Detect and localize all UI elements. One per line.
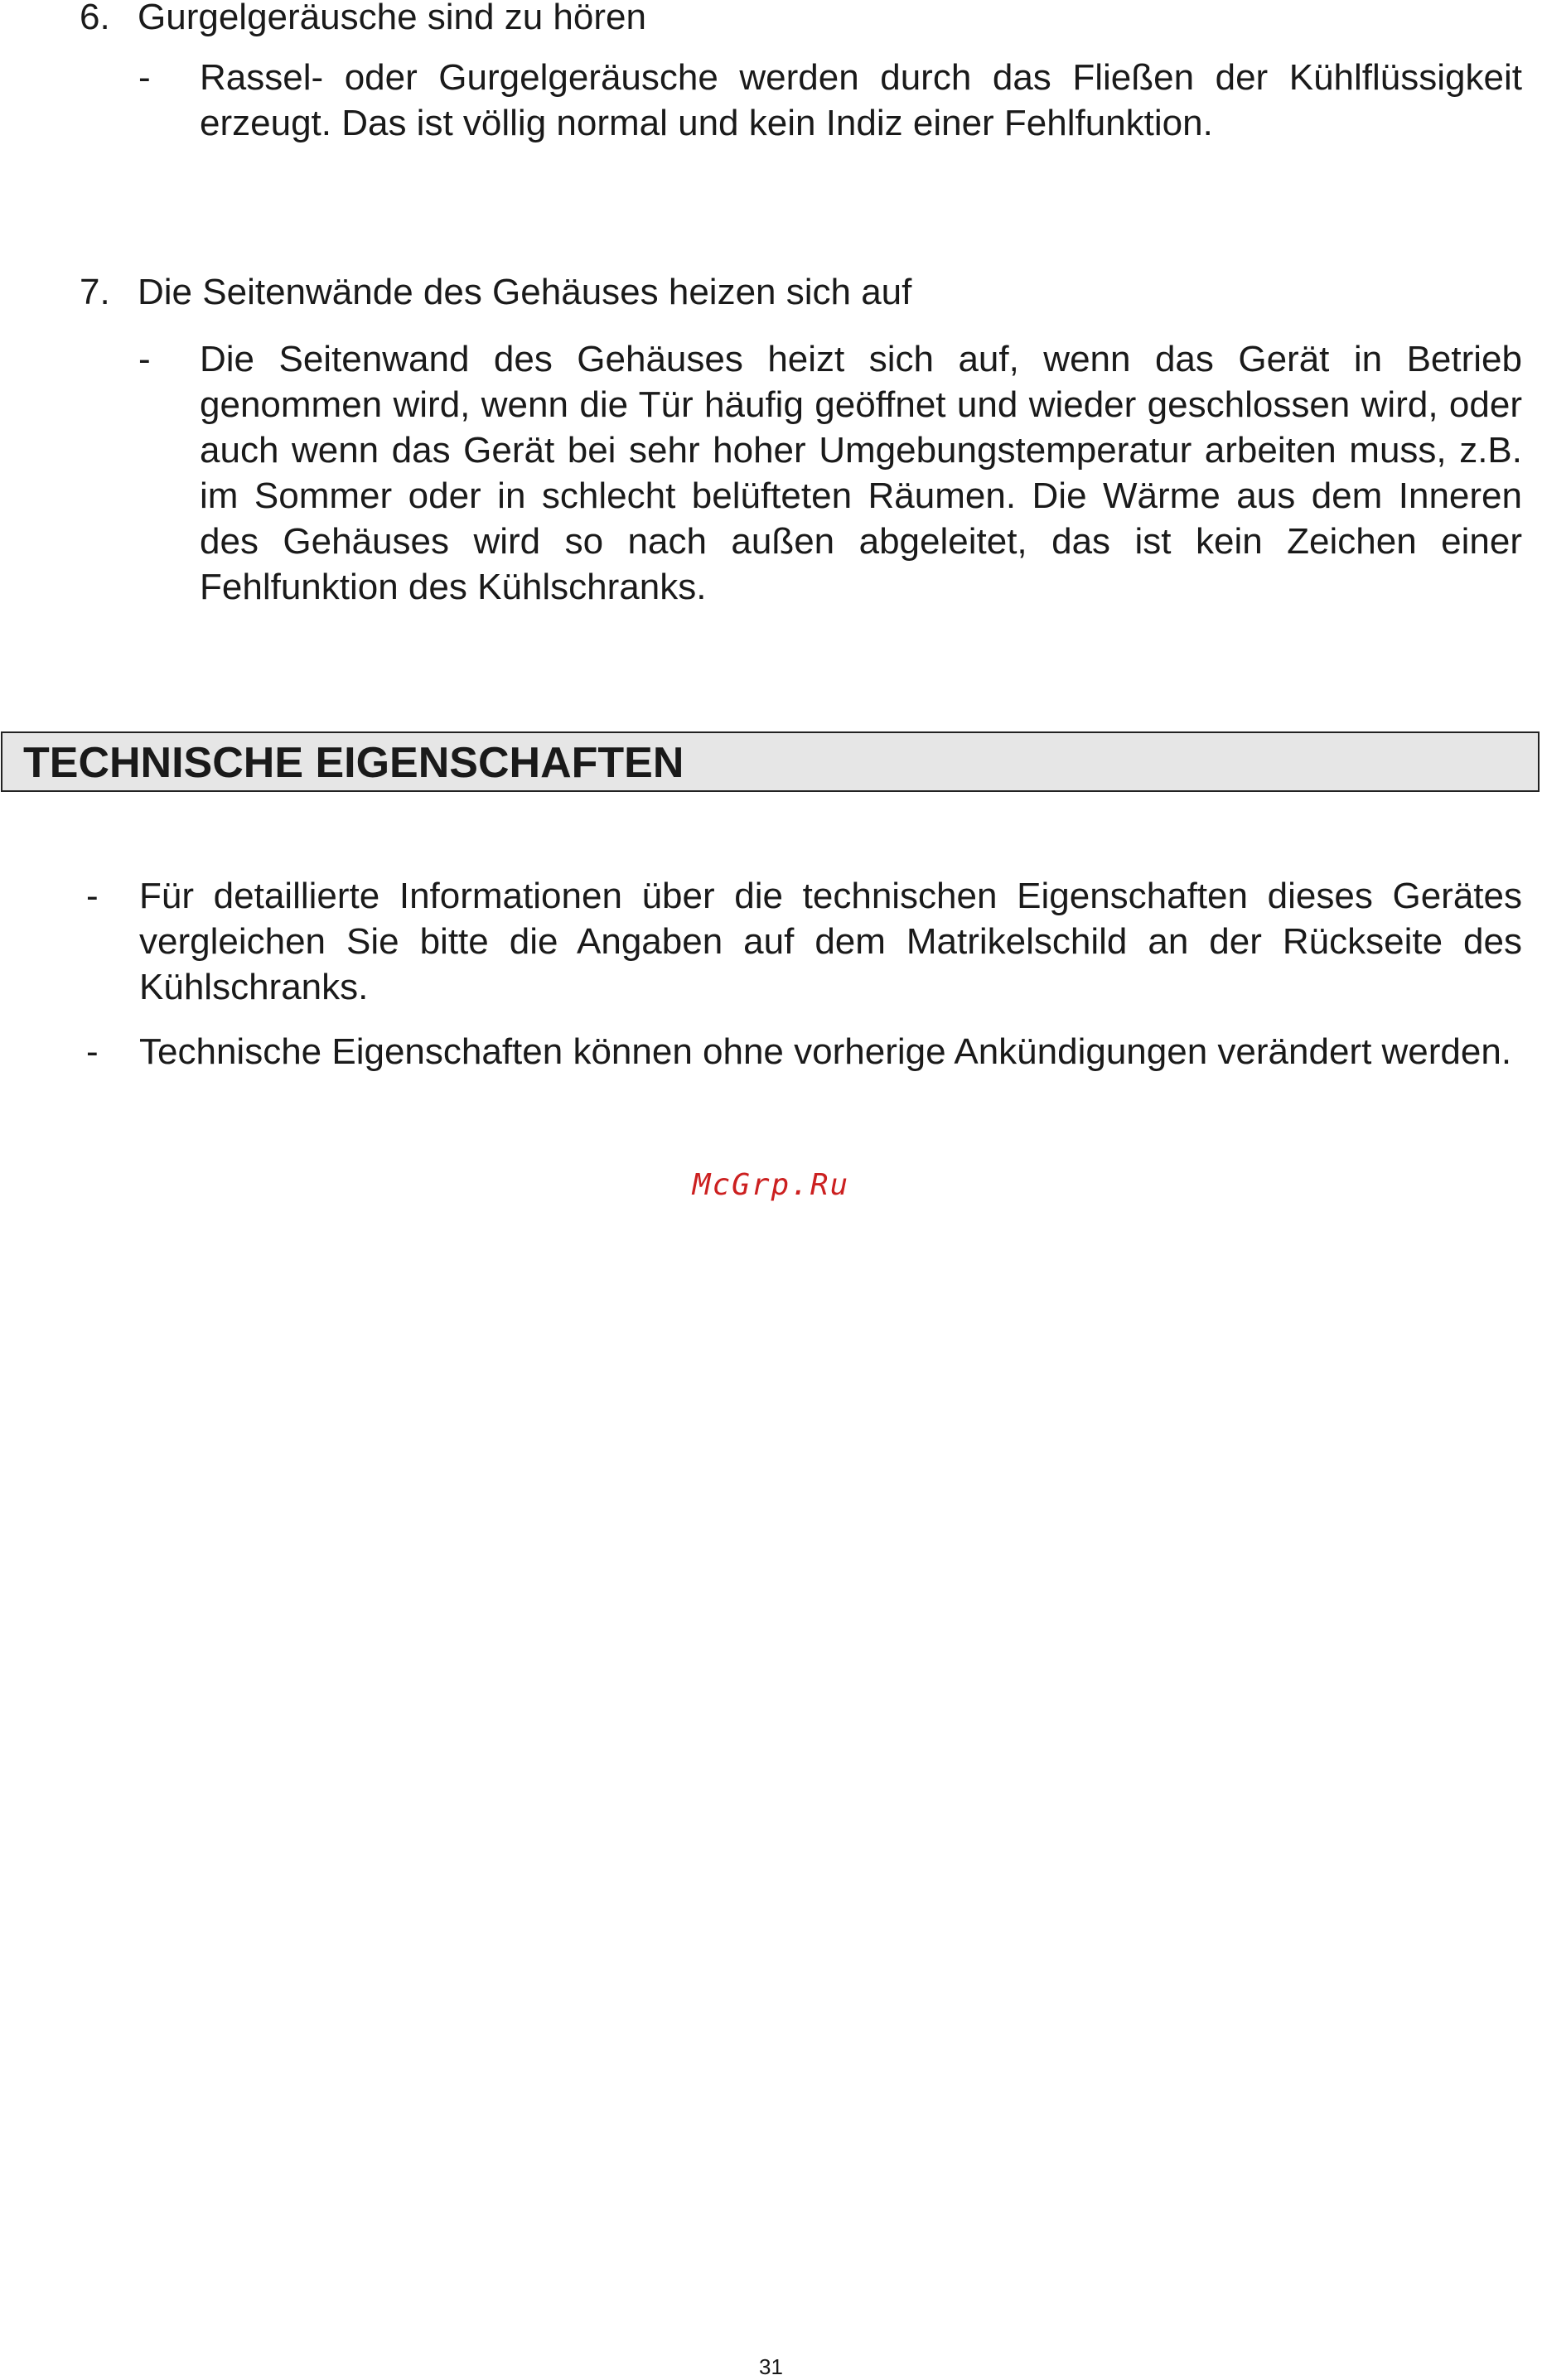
section-heading: TECHNISCHE EIGENSCHAFTEN [23, 739, 684, 787]
bullet-marker: - [86, 1031, 99, 1072]
item-number: 7. [80, 272, 110, 312]
item-text: Technische Eigenschaften können ohne vorherige Ankündigungen verändert werden. [139, 1031, 1512, 1072]
list-item-heading [80, 0, 646, 38]
page-number: 31 [759, 2354, 783, 2379]
watermark-text: McGrp.Ru [692, 1168, 850, 1202]
item-title: Gurgelgeräusche sind zu hören [138, 0, 646, 37]
section-heading-box [1, 731, 1540, 792]
list-item [0, 55, 1542, 196]
bullet-marker: - [138, 57, 151, 98]
item-text: Rassel- oder Gurgelgeräusche werden durch das Fließen der Kühlflüssigkeit erzeugt. Das ist völlig normal und kein Indiz einer Fehlfunktion. [200, 57, 1522, 143]
item-text: Für detaillierte Informationen über die technischen Eigenschaften dieses Gerätes vergleichen Sie bitte die Angaben auf dem Matrikelschild an der Rückseite des Kühlschranks. [139, 876, 1522, 1007]
list-item [0, 1029, 1542, 1128]
bullet-marker: - [86, 876, 99, 916]
item-title: Die Seitenwände des Gehäuses heizen sich auf [138, 272, 912, 312]
list-item [0, 336, 1542, 618]
list-item [0, 873, 1542, 1014]
bullet-marker: - [138, 339, 151, 379]
item-text: Die Seitenwand des Gehäuses heizt sich auf, wenn das Gerät in Betrieb genommen wird, wenn die Tür häufig geöffnet und wieder geschlossen wird, oder auch wenn das Gerät bei sehr hoher Umgebungstemperatur arbeiten muss, z.B. im Sommer oder in schlecht belüfteten Räumen. Die Wärme aus dem Inneren des Gehäuses wird so nach außen abgeleitet, das ist kein Zeichen einer Fehlfunktion des Kühlschranks. [200, 339, 1522, 607]
list-item-heading [80, 272, 911, 313]
item-number: 6. [80, 0, 110, 37]
